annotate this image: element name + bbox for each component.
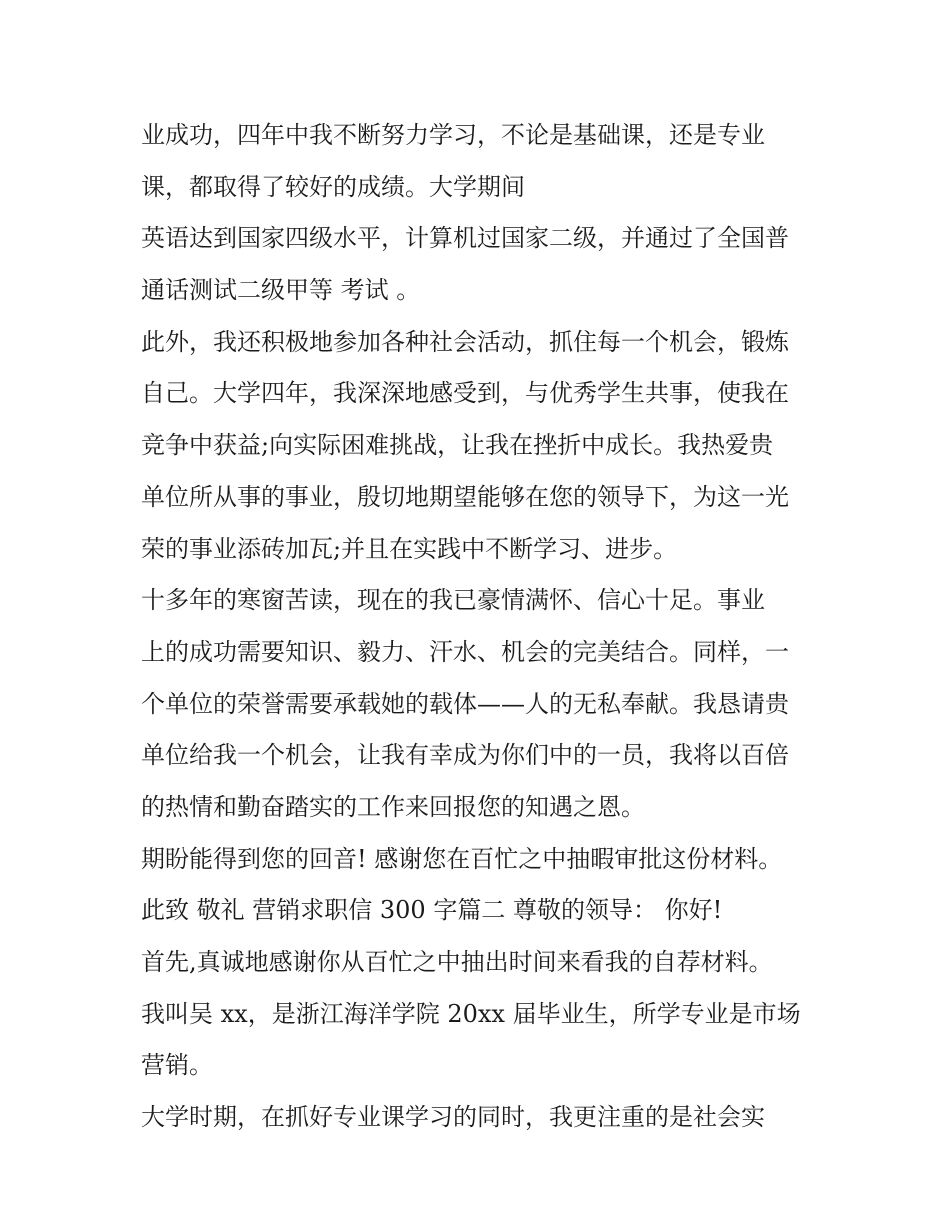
text-line: 自己。大学四年，我深深地感受到，与优秀学生共事，使我在: [141, 379, 789, 408]
text-line: 营销。: [141, 1051, 213, 1080]
text-line: 英语达到国家四级水平，计算机过国家二级，并通过了全国普: [141, 224, 789, 253]
text-line: 十多年的寒窗苦读，现在的我已豪情满怀、信心十足。事业: [141, 586, 765, 615]
text-line: 我叫吴 xx，是浙江海洋学院 20xx 届毕业生，所学专业是市场: [141, 999, 801, 1028]
text-line: 个单位的荣誉需要承载她的载体——人的无私奉献。我恳请贵: [141, 689, 789, 718]
text-line: 竞争中获益;向实际困难挑战，让我在挫折中成长。我热爱贵: [141, 431, 774, 460]
text-line: 单位给我一个机会，让我有幸成为你们中的一员，我将以百倍: [141, 741, 789, 770]
text-line: 的热情和勤奋踏实的工作来回报您的知遇之恩。: [141, 792, 645, 821]
text-line: 此外，我还积极地参加各种社会活动，抓住每一个机会，锻炼: [141, 327, 789, 356]
text-line: 荣的事业添砖加瓦;并且在实践中不断学习、进步。: [141, 534, 678, 563]
text-line: 首先,真诚地感谢你从百忙之中抽出时间来看我的自荐材料。: [141, 948, 773, 976]
text-line: 此致 敬礼 营销求职信 300 字篇二 尊敬的领导： 你好!: [141, 896, 723, 925]
text-line: 期盼能得到您的回音! 感谢您在百忙之中抽暇审批这份材料。: [141, 844, 783, 873]
document-body: [141, 110, 821, 1144]
text-line: 业成功，四年中我不断努力学习，不论是基础课，还是专业: [141, 121, 765, 149]
text-line: 单位所从事的事业，殷切地期望能够在您的领导下，为这一光: [141, 482, 789, 511]
text-line: 通话测试二级甲等 考试 。: [141, 276, 421, 305]
text-line: 上的成功需要知识、毅力、汗水、机会的完美结合。同样，一: [141, 637, 789, 666]
text-line: 大学时期，在抓好专业课学习的同时，我更注重的是社会实: [141, 1103, 765, 1132]
text-line: 课，都取得了较好的成绩。大学期间: [141, 172, 525, 201]
